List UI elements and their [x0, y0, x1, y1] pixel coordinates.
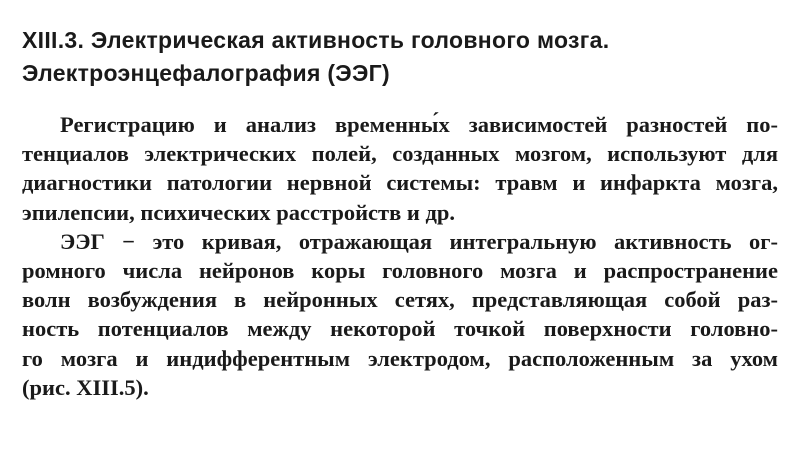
text-line: тенциалов электрических полей, созданных мозгом, используют для: [22, 141, 778, 167]
text-line: ность потенциалов между некоторой точкой поверхности головно-: [22, 316, 778, 342]
text-line: Регистрацию и анализ временны́х зависимостей разностей по-: [60, 112, 778, 137]
text-line: эпилепсии, психических расстройств и др.: [22, 199, 455, 225]
paragraph-eeg-definition: [22, 227, 778, 402]
text-line: волн возбуждения в нейронных сетях, представляющая собой раз-: [22, 287, 778, 313]
text-line: го мозга и индифферентным электродом, расположенным за ухом: [22, 345, 778, 371]
paragraph-registration: [22, 110, 778, 227]
text-line: диагностики патологии нервной системы: травм и инфаркта мозга,: [22, 170, 778, 196]
heading-line-1: XIII.3. Электрическая активность головного мозга.: [22, 27, 610, 53]
heading-line-2: Электроэнцефалография (ЭЭГ): [22, 60, 390, 86]
text-line: ЭЭГ − это кривая, отражающая интегральную активность ог-: [60, 228, 778, 254]
text-line: ромного числа нейронов коры головного мозга и распространение: [22, 257, 778, 283]
body-text: [22, 110, 778, 402]
section-heading: [22, 24, 782, 90]
text-line: (рис. XIII.5).: [22, 374, 149, 400]
